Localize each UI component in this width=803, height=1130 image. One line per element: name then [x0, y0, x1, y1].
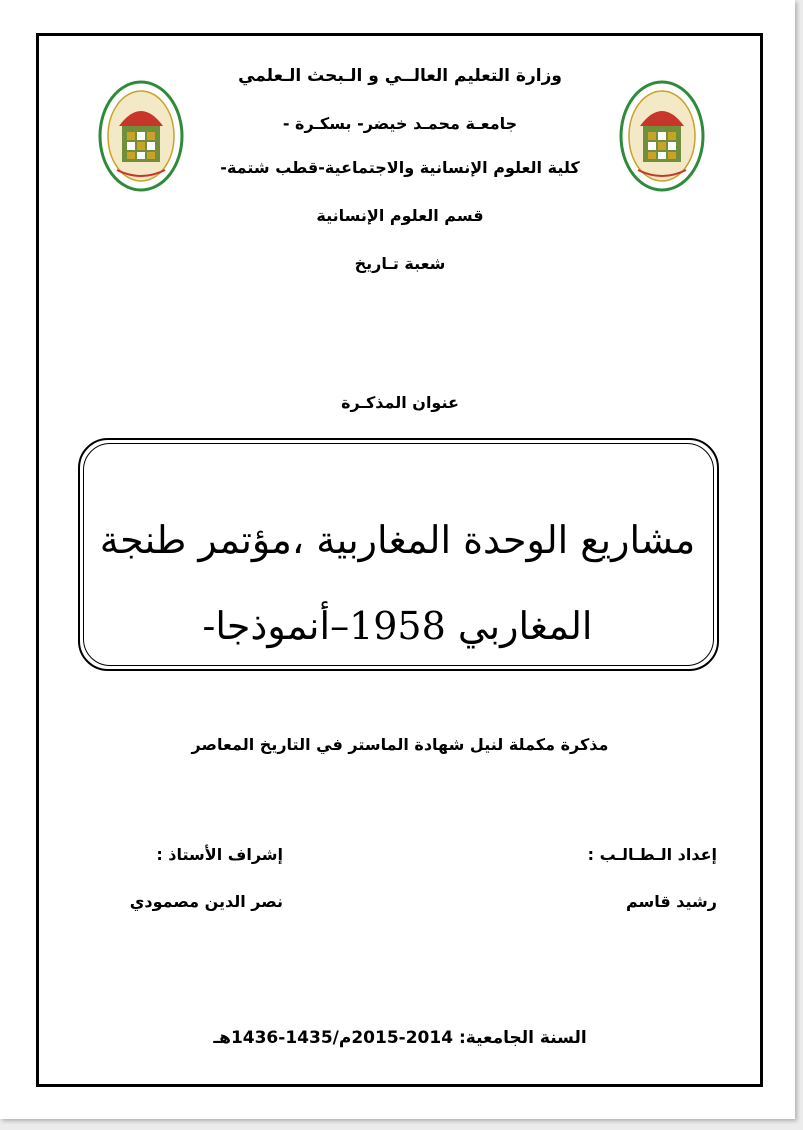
academic-year: السنة الجامعية: 2014-2015م/1435-1436هـ: [213, 1028, 587, 1048]
student-name: رشيد قاسم: [625, 892, 717, 911]
ministry-heading: وزارة التعليم العالــي و الـبحث الـعلمي: [238, 66, 562, 86]
memo-title-line-1: مشاريع الوحدة المغاربية ،مؤتمر طنجة: [99, 518, 696, 562]
section-name: شعبة تـاريخ: [354, 254, 446, 273]
university-name: جامعـة محمـد خيضر- بسكـرة -: [282, 114, 518, 133]
memo-title-label: عنوان المذكـرة: [341, 393, 459, 412]
supervisor-name: نصر الدين مصمودي: [129, 892, 283, 911]
supervisor-label: إشراف الأستاذ :: [156, 845, 283, 864]
memo-title-line-2: المغاربي 1958–أنموذجا-: [202, 604, 593, 648]
faculty-name: كلية العلوم الإنسانية والاجتماعية-قطب شتمة-: [220, 158, 580, 177]
degree-statement: مذكرة مكملة لنيل شهادة الماستر في التاريخ المعاصر: [191, 735, 609, 754]
prepared-by-label: إعداد الـطـالـب :: [587, 845, 717, 864]
department-name: قسم العلوم الإنسانية: [316, 206, 484, 225]
